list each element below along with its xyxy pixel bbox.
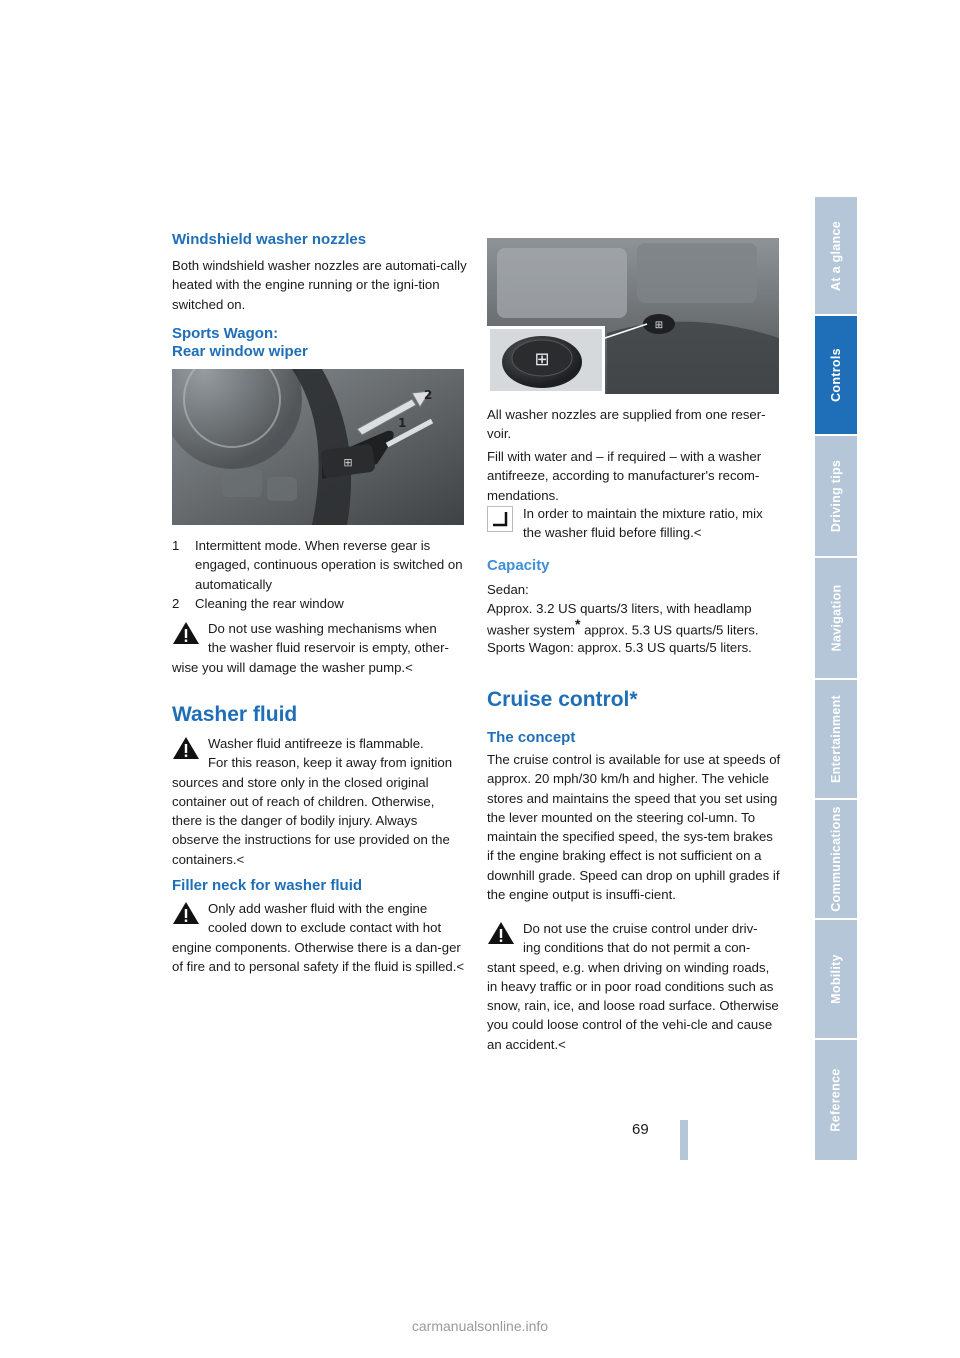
lever-illustration <box>172 369 464 525</box>
tab-navigation[interactable]: Navigation <box>815 558 857 678</box>
rear-wiper-lever-photo <box>172 369 464 525</box>
list-item: 2 Cleaning the rear window <box>172 596 344 611</box>
svg-text:2: 2 <box>424 388 433 402</box>
warning-filler-neck: Only add washer fluid with the engine cooled down to exclude contact with hot engine components. Otherwise there is a dan-ger of fire and to personal safety if the fluid is spilled.< <box>172 901 465 974</box>
warning-triangle-icon <box>172 736 200 760</box>
capacity-wagon: Sports Wagon: approx. 5.3 US quarts/5 liters. <box>487 640 752 655</box>
concept-text: The cruise control is available for use at speeds of approx. 20 mph/30 km/h and higher. The vehicle stores and maintains the speed that you set using the lever mounted on the steering col-umn. To maintain the specified speed, the sys-tem brakes if the engine braking effect is not sufficient on a downhill grade. Speed can drop on uphill grades if the engine output is insuffi-cient. <box>487 752 781 903</box>
heading-the-concept: The concept <box>487 729 576 746</box>
svg-text:⊞: ⊞ <box>343 456 353 469</box>
engine-bay-illustration <box>487 238 779 394</box>
capacity-sedan-line-1: Approx. 3.2 US quarts/3 liters, with headlamp <box>487 601 752 616</box>
svg-text:⊞: ⊞ <box>654 320 664 331</box>
heading-rear-wiper: Rear window wiper <box>172 343 308 360</box>
page-number: 69 <box>632 1121 649 1138</box>
heading-washer-nozzles: Windshield washer nozzles <box>172 231 367 248</box>
washer-reservoir-photo <box>487 238 779 394</box>
footer-watermark: carmanualsonline.info <box>411 1318 549 1334</box>
warning-triangle-icon <box>487 921 515 945</box>
heading-cruise-control: Cruise control* <box>487 688 638 711</box>
note-icon <box>487 506 513 532</box>
tab-entertainment[interactable]: Entertainment <box>815 680 857 798</box>
svg-text:1: 1 <box>398 416 407 430</box>
warning-triangle-icon <box>172 901 200 925</box>
tab-driving-tips[interactable]: Driving tips <box>815 436 857 556</box>
tab-at-a-glance[interactable]: At a glance <box>815 197 857 314</box>
warning-triangle-icon <box>172 621 200 645</box>
svg-text:⊞: ⊞ <box>534 349 550 370</box>
warning-flammable: Washer fluid antifreeze is flammable. For this reason, keep it away from ignition sources and store only in the closed original container out of reach of children. Otherwise, there is the danger of bodily injury. Always observe the instructions for use provided on the containers.< <box>172 736 453 867</box>
tab-communications[interactable]: Communications <box>815 800 857 918</box>
heading-capacity: Capacity <box>487 557 550 574</box>
heading-washer-fluid: Washer fluid <box>172 703 298 726</box>
heading-sports-wagon: Sports Wagon: <box>172 325 279 342</box>
capacity-sedan-label: Sedan: <box>487 582 529 597</box>
warning-washer-pump: Do not use washing mechanisms when the washer fluid reservoir is empty, other- wise you will damage the washer pump.< <box>172 621 449 675</box>
tab-reference[interactable]: Reference <box>815 1040 857 1160</box>
tab-mobility[interactable]: Mobility <box>815 920 857 1038</box>
warning-cruise-control: Do not use the cruise control under driv- ing conditions that do not permit a con- stant speed, e.g. when driving on winding roads, in heavy traffic or in poor road conditions such as snow, rain, ice, and loose road surface. Otherwise you could loose control of the vehi-cle and cause an accident.< <box>487 921 779 1052</box>
tab-controls[interactable]: Controls <box>815 316 857 434</box>
note-mixture-ratio: In order to maintain the mixture ratio, mix the washer fluid before filling.< <box>487 504 782 543</box>
heading-filler-neck: Filler neck for washer fluid <box>172 877 363 894</box>
nozzles-text: Both windshield washer nozzles are automati-cally heated with the engine running or the igni-tion switched on. <box>172 258 467 312</box>
page-marker-bar <box>680 1120 688 1160</box>
capacity-sedan-line-2: washer system* approx. 5.3 US quarts/5 liters. <box>487 616 759 638</box>
fill-instructions-text: Fill with water and – if required – with a washer antifreeze, according to manufacturer's recom-mendations. <box>487 449 762 503</box>
list-item: 1 Intermittent mode. When reverse gear is engaged, continuous operation is switched on automatically <box>172 538 463 592</box>
reservoir-text: All washer nozzles are supplied from one reser-voir. <box>487 407 766 442</box>
